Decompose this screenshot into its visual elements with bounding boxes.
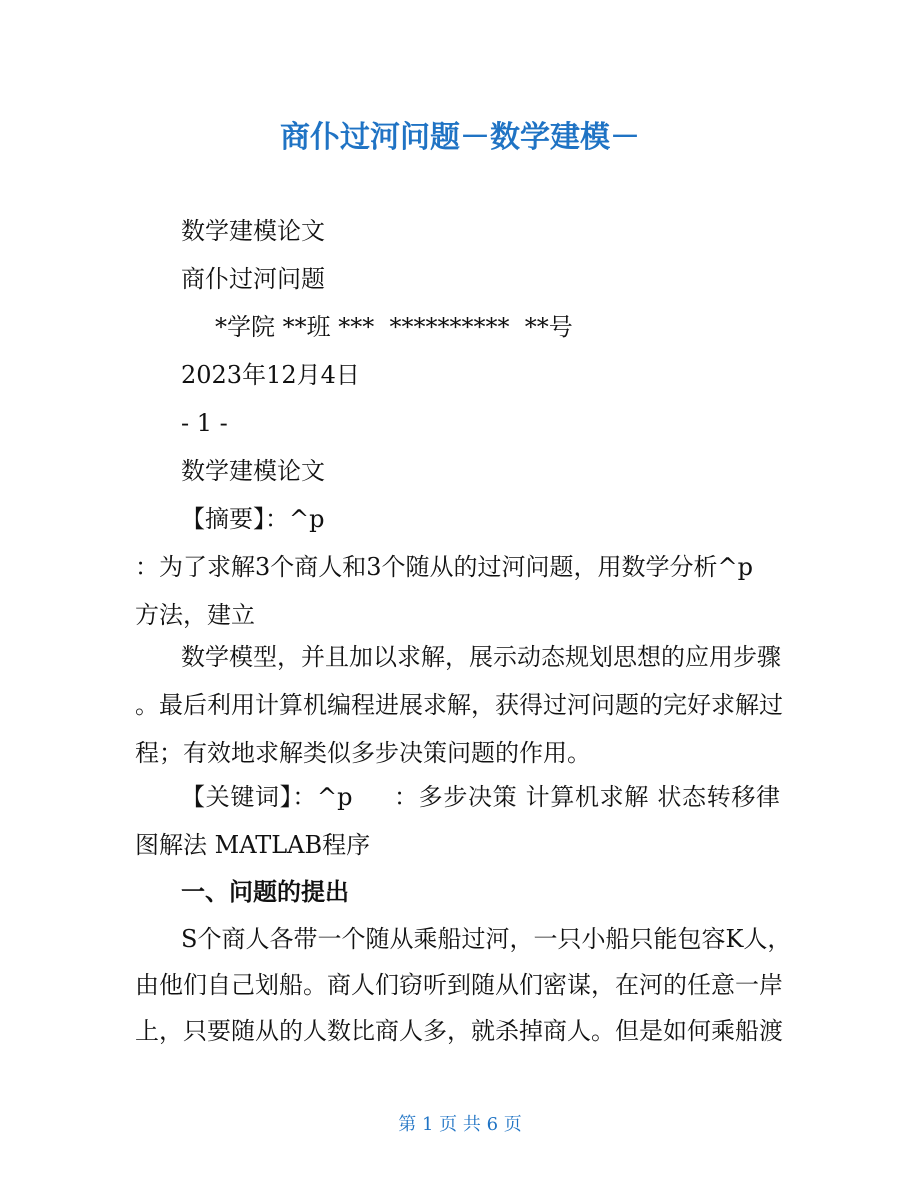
abstract-text-line: 程；有效地求解类似多步决策问题的作用。 [135,739,591,767]
date-line: 2023年12月4日 [181,361,360,389]
page-number-line: - 1 - [181,409,228,437]
paper-title-line: 商仆过河问题 [181,265,325,293]
keywords-line: 【关键词】：^p ：多步决策 计算机求解 状态转移律 [181,783,780,811]
body-text-line: S个商人各带一个随从乘船过河，一只小船只能包容K人， [181,925,792,953]
abstract-text-line: 数学模型，并且加以求解，展示动态规划思想的应用步骤 [181,643,781,671]
body-text-line: 由他们自己划船。商人们窃听到随从们密谋，在河的任意一岸 [135,971,783,999]
body-text-line: 上，只要随从的人数比商人多，就杀掉商人。但是如何乘船渡 [135,1017,783,1045]
abstract-text-line: 方法，建立 [135,601,255,629]
keywords-line: 图解法 MATLAB程序 [135,831,371,859]
page-footer: 第 1 页 共 6 页 [398,1114,522,1135]
author-info-line: *学院 **班 *** ********** **号 [215,313,573,341]
doc-type-line-2: 数学建模论文 [181,457,325,485]
abstract-text-line: 。最后利用计算机编程进展求解，获得过河问题的完好求解过 [135,691,783,719]
section-heading: 一、问题的提出 [181,877,349,906]
doc-type-line: 数学建模论文 [181,217,325,245]
document-title: 商仆过河问题－数学建模－ [280,120,640,155]
abstract-label: 【摘要】：^p [181,505,325,533]
abstract-text-line: ：为了求解3个商人和3个随从的过河问题，用数学分析^p [135,553,754,581]
